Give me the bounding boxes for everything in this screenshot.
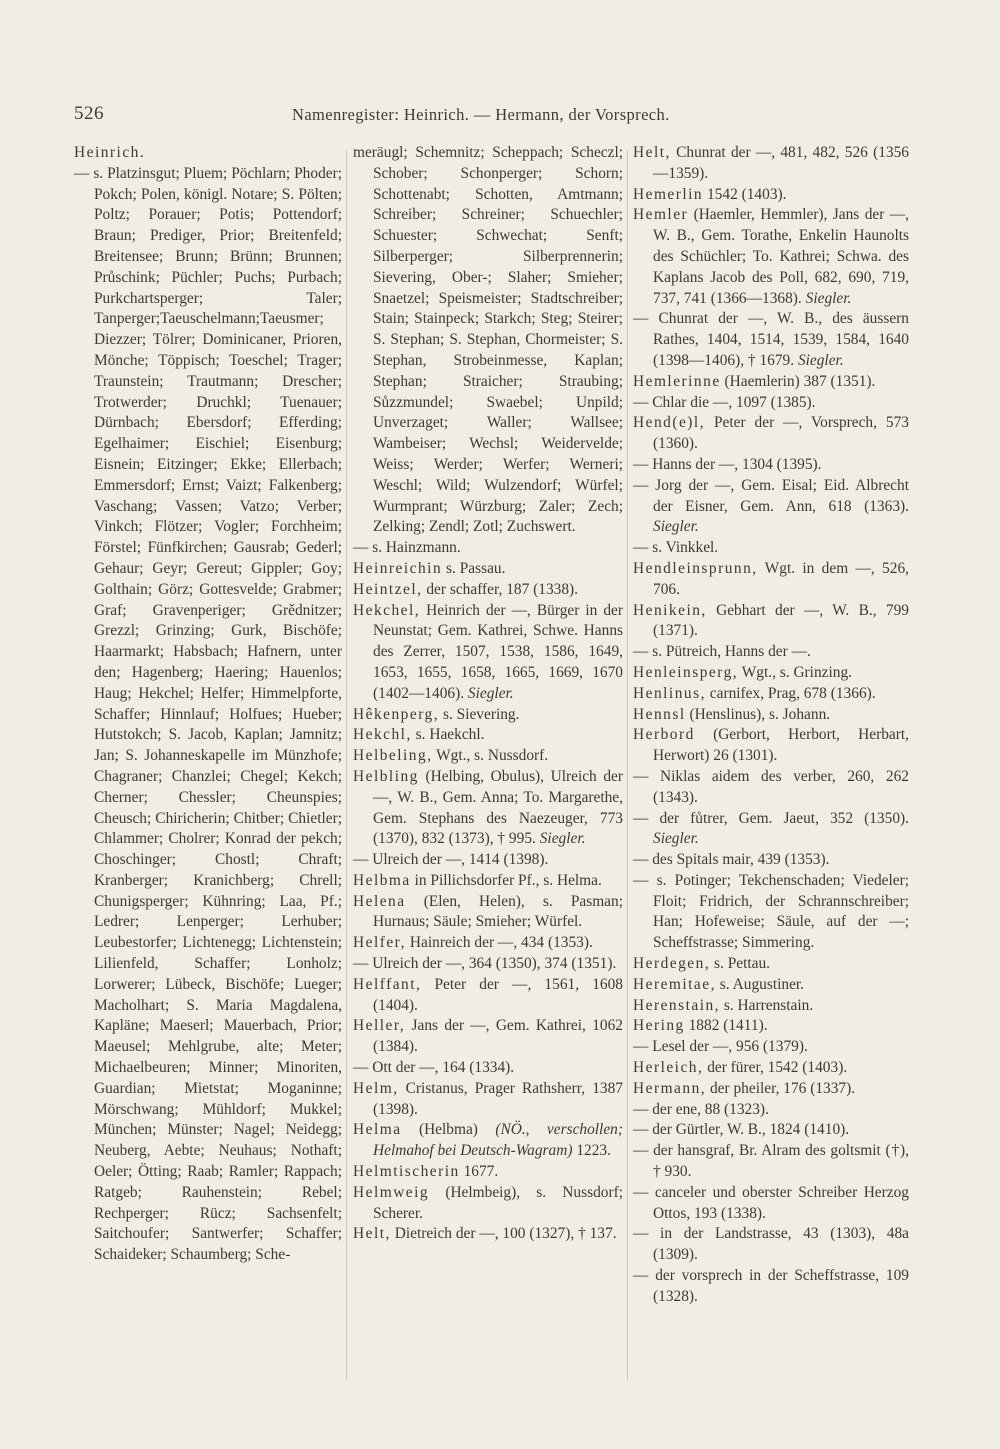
entry-text: (Haemlerin) 387 (1351). — [724, 372, 876, 390]
entry-headword: Helfer, — [353, 934, 407, 952]
entry-headword: Herenstain, — [633, 996, 721, 1014]
index-entry — [633, 143, 909, 185]
index-entry — [633, 663, 909, 684]
entry-headword: Helt, — [633, 144, 671, 161]
entry-headword: Hennsl — [633, 705, 686, 723]
index-entry — [353, 767, 623, 850]
index-entry — [633, 975, 909, 996]
entry-italic-note: Siegler. — [653, 518, 699, 536]
index-entry — [633, 954, 909, 975]
index-entry — [353, 559, 623, 580]
index-entry — [353, 892, 623, 934]
entry-headword: Heremitae, — [633, 975, 716, 993]
index-entry — [633, 476, 909, 538]
entry-headword: Hemler — [633, 206, 689, 224]
entry-text: Hainreich der —, 434 (1353). — [409, 934, 593, 952]
index-entry — [353, 601, 623, 705]
entry-headword: Helm, — [353, 1079, 399, 1097]
entry-text: (Gerbort, Herbort, Herbart, Herwort) 26 (1301). — [653, 726, 909, 765]
index-entry — [633, 559, 909, 601]
entry-headword: Helt, — [353, 1225, 391, 1243]
entry-text: — Hanns der —, 1304 (1395). — [633, 455, 822, 473]
index-entry — [633, 1224, 909, 1266]
page-header — [0, 103, 1000, 133]
entry-text: Dietreich der —, 100 (1327), † 137. — [394, 1225, 617, 1243]
entry-text: — s. Vinkkel. — [633, 539, 719, 557]
entry-text: s. Passau. — [446, 559, 506, 577]
entry-text: der fürer, 1542 (1403). — [707, 1059, 848, 1077]
index-entry — [633, 455, 909, 476]
index-entry — [633, 413, 909, 455]
entry-text: — der vorsprech in der Scheffstrasse, 109 (1328). — [633, 1267, 909, 1305]
entry-text: Wgt., s. Nussdorf. — [436, 747, 549, 765]
entry-text: — der fůtrer, Gem. Jaeut, 352 (1350). — [633, 809, 909, 827]
entry-text: meräugl; Schemnitz; Scheppach; Scheczl; Schober; Schonperger; Schorn; Schottenabt; Schotten, Amtmann; Schreiber; Schreiner; Schuechler; Schuester; Schwechat; Senft; Silberperger; Silberprennerin; Sievering, Ober-; Slaher; Smieher; Snaetzel; Speismeister; Stadtschreiber; Stain; Stainpeck; Starkch; Steg; Steirer; S. Stephan; S. Stephan, Chormeister; S. Stephan, Strobeinmesse, Kaplan; Stephan; Straicher; Straubing; Sůzzmundel; Swaebel; Unpild; Unverzaget; Waller; Wallsee; Wambeiser; Wechsl; Weidervelde; Weiss; Werder; Werfer; Werneri; Weschl; Wild; Wulzendorf; Würfel; Wurmprant; Würzburg; Zaler; Zech; Zelking; Zendl; Zotl; Zuchswert. — [353, 144, 623, 536]
entry-text: — Chunrat der —, W. B., des äussern Rathes, 1404, 1514, 1539, 1584, 1640 (1398—1406), † 1679. — [633, 310, 909, 369]
index-entry — [633, 205, 909, 309]
entry-headword: Helmweig — [353, 1183, 430, 1201]
entry-italic-note: Siegler. — [467, 684, 514, 702]
entry-italic-note: (NÖ., verschollen; Helmahof bei Deutsch-Wagram) — [373, 1121, 623, 1160]
entry-italic-note: Siegler. — [805, 289, 852, 307]
index-entry — [74, 143, 342, 164]
entry-text: (Henslinus), s. Johann. — [689, 705, 831, 723]
entry-text: — Ott der —, 164 (1334). — [353, 1059, 515, 1077]
index-entry — [633, 996, 909, 1017]
entry-text: — s. Potinger; Tekchenschaden; Viedeler; Floit; Fridrich, der Schrannschreiber; Han; Hofeweise; Säule, auf der —; Scheffstrasse; Simmering. — [633, 871, 909, 952]
index-entry — [633, 725, 909, 767]
entry-headword: Helbma — [353, 871, 411, 889]
index-entry — [633, 684, 909, 705]
entry-text: — Lesel der —, 956 (1379). — [633, 1038, 808, 1056]
index-entry — [633, 642, 909, 663]
index-entry — [353, 1016, 623, 1058]
entry-headword: Heinreichin — [353, 559, 443, 577]
index-entry — [633, 809, 909, 851]
index-entry — [353, 580, 623, 601]
column-divider — [627, 150, 628, 1380]
entry-italic-note: Siegler. — [653, 830, 699, 848]
entry-text: (Helbma) — [418, 1121, 478, 1139]
entry-headword: Hendleinsprunn, — [633, 559, 758, 577]
entry-text: Wgt. in dem —, 526, 706. — [653, 559, 909, 598]
index-entry — [353, 1183, 623, 1225]
entry-text: s. Augustiner. — [719, 975, 805, 993]
entry-text: 1542 (1403). — [706, 185, 787, 203]
index-entry — [633, 767, 909, 809]
index-entry — [633, 1141, 909, 1183]
index-entry — [633, 393, 909, 414]
entry-text: — der hansgraf, Br. Alram des goltsmit (†), † 930. — [633, 1142, 909, 1181]
index-entry — [633, 601, 909, 643]
index-entry — [353, 954, 623, 975]
entry-text: — Chlar die —, 1097 (1385). — [633, 393, 816, 411]
entry-text: Cristanus, Prager Rathsherr, 1387 (1398). — [373, 1079, 623, 1118]
entry-text: carnifex, Prag, 678 (1366). — [709, 684, 876, 702]
entry-headword: Heller, — [353, 1017, 406, 1035]
index-entry — [633, 538, 909, 559]
index-entry — [353, 871, 623, 892]
entry-headword: Hemerlin — [633, 185, 704, 203]
index-column-left — [74, 143, 342, 1266]
index-entry — [633, 1183, 909, 1225]
index-column-right — [633, 143, 909, 1308]
entry-headword: Henikein, — [633, 601, 707, 619]
entry-headword: Helbling — [353, 767, 419, 785]
index-entry — [353, 538, 623, 559]
entry-text: s. Haekchl. — [415, 726, 485, 744]
index-entry — [353, 1224, 623, 1245]
index-entry — [353, 143, 623, 538]
index-entry — [633, 705, 909, 726]
entry-text: 1677. — [463, 1163, 499, 1181]
entry-headword: Hemlerinne — [633, 372, 721, 390]
entry-text: — Jorg der —, Gem. Eisal; Eid. Albrecht der Eisner, Gem. Ann, 618 (1363). — [633, 476, 909, 515]
index-entry — [353, 933, 623, 954]
index-entry — [633, 372, 909, 393]
entry-headword: Helmtischerin — [353, 1163, 460, 1181]
index-entry — [633, 1266, 909, 1308]
entry-text: Gebhart der —, W. B., 799 (1371). — [653, 601, 909, 640]
entry-text: s. Sievering. — [442, 705, 520, 723]
index-entry — [353, 725, 623, 746]
entry-text: (Helbing, Obulus), Ulreich der —, W. B., Gem. Anna; To. Margarethe, Gem. Stephans des Naezeuger, 773 (1370), 832 (1373), † 995. — [373, 767, 623, 848]
entry-headword: Helffant, — [353, 975, 422, 993]
entry-text: s. Pettau. — [714, 955, 771, 973]
entry-text: — Ulreich der —, 1414 (1398). — [353, 851, 549, 869]
entry-text: der pheiler, 176 (1337). — [709, 1079, 856, 1097]
entry-text: — s. Hainzmann. — [353, 539, 461, 557]
entry-italic-note: Siegler. — [797, 351, 844, 369]
entry-headword: Henleinsperg, — [633, 663, 739, 681]
index-entry — [353, 746, 623, 767]
entry-headword: Helbeling, — [353, 747, 433, 765]
index-entry — [353, 975, 623, 1017]
entry-text: — s. Pütreich, Hanns der —. — [633, 643, 811, 661]
index-entry — [353, 705, 623, 726]
entry-headword: Hermann, — [633, 1079, 707, 1097]
entry-text: — s. Platzinsgut; Pluem; Pöchlarn; Phoder; Pokch; Polen, königl. Notare; S. Pölten; Poltz; Porauer; Potis; Pottendorf; Braun; Prediger, Prior; Breitenfeld; Breitensee; Brunn; Brünn; Brunnen; Průschink; Püchler; Puchs; Purbach; Purkchartsperger; Taler; Tanperger;Taeuschelmann;Taeusmer; Diezzer; Tölrer; Dominicaner, Prioren, Mönche; Töppisch; Toeschel; Trager; Traunstein; Trautmann; Drescher; Trotwerder; Druchkl; Tuenauer; Dürnbach; Ebersdorf; Efferding; Egelhaimer; Eischiel; Eisenburg; Eisnein; Eitzinger; Ekke; Ellerbach; Emmersdorf; Ernst; Vaizt; Falkenberg; Vaschang; Vassen; Vatzo; Verber; Vinkch; Flötzer; Vogler; Forchheim; Förstel; Fünfkirchen; Gausrab; Gederl; Gehaur; Geyr; Gereut; Gippler; Goy; Golthain; Görz; Gottesvelde; Grabmer; Graf; Gravenperiger; Grědnitzer; Grezzl; Grinzing; Gurk, Bischöfe; Haarmarkt; Habsbach; Hafnern, unter den; Hagenberg; Haering; Hauenlos; Haug; Hekchel; Helfer; Himmelpforte, Schaffer; Hinnlauf; Holfues; Hueber; Hutstokch; S. Jacob, Kaplan; Jamnitz; Jan; S. Johanneskapelle im Münzhofe; Chagraner; Chanzlei; Chegel; Kekch; Cherner; Chessler; Cheunspies; Cheusch; Chiricherin; Chitber; Chietler; Chlammer; Cholrer; Konrad der pekch; Choschinger; Chostl; Chraft; Kranberger; Kranichberg; Chrell; Chunigsperger; Kühnring; Laa, Pf.; Ledrer; Lenperger; Lerhuber; Leubestorfer; Lichtenegg; Lichtenstein; Lilienfeld, Schaffer; Lonholz; Lorwerer; Lübeck, Bischöfe; Lueger; Macholhart; S. Maria Magdalena, Kapläne; Maeserl; Mauerbach, Prior; Maeusel; Mehlgrube, alte; Meter; Michaelbeuren; Minner; Minoriten, Guardian; Mietstat; Moganinne; Mörschwang; Mühldorf; Mukkel; München; Münster; Nagel; Neidegg; Neuberg, Aebte; Neuhaus; Nothaft; Oeler; Ötting; Raab; Ramler; Rappach; Ratgeb; Rauhenstein; Rebel; Rechperger; Rücz; Sachsenfelt; Saitchoufer; Santwerfer; Schaffer; Schaideker; Schaumberg; Sche- — [74, 164, 342, 1264]
index-entry — [633, 871, 909, 954]
entry-text: — canceler und oberster Schreiber Herzog Ottos, 193 (1338). — [633, 1183, 909, 1222]
index-entry — [633, 185, 909, 206]
entry-text: — Niklas aidem des verber, 260, 262 (1343). — [633, 767, 909, 806]
entry-italic-note: Siegler. — [539, 830, 586, 848]
index-entry — [353, 850, 623, 871]
entry-text: 1882 (1411). — [688, 1017, 768, 1035]
index-entry — [633, 1037, 909, 1058]
entry-text: Jans der —, Gem. Kathrei, 1062 (1384). — [373, 1017, 623, 1056]
entry-headword: Hekchel, — [353, 601, 421, 619]
entry-text: Heinrich der —, Bürger in der Neunstat; Gem. Kathrei, Schwe. Hanns des Zerrer, 1507, 1538, 1586, 1649, 1653, 1655, 1658, 1665, 1669, 1670 (1402—1406). — [373, 601, 623, 702]
index-entry — [353, 1162, 623, 1183]
entry-headword: Heinrich. — [74, 144, 146, 161]
entry-text: der schaffer, 187 (1338). — [426, 580, 579, 598]
entry-text: s. Harrenstain. — [723, 996, 814, 1014]
running-title: Namenregister: Heinrich. — Hermann, der Vorsprech. — [292, 105, 670, 124]
index-entry — [633, 850, 909, 871]
entry-text: in Pillichsdorfer Pf., s. Helma. — [414, 871, 602, 889]
index-entry — [633, 1120, 909, 1141]
entry-text: Peter der —, 1561, 1608 (1404). — [373, 975, 623, 1014]
entry-headword: Herleich, — [633, 1059, 704, 1077]
index-entry — [74, 164, 342, 1266]
entry-text: — der ene, 88 (1323). — [633, 1100, 769, 1118]
entry-headword: Henlinus, — [633, 684, 706, 702]
entry-text: — Ulreich der —, 364 (1350), 374 (1351). — [353, 955, 617, 973]
entry-text: Peter der —, Vorsprech, 573 (1360). — [653, 414, 909, 453]
index-entry — [353, 1120, 623, 1162]
entry-headword: Hend(e)l, — [633, 414, 706, 432]
index-entry — [633, 309, 909, 371]
page-number: 526 — [74, 103, 104, 124]
index-entry — [633, 1016, 909, 1037]
entry-headword: Hêkenperg, — [353, 705, 440, 723]
index-entry — [353, 1058, 623, 1079]
entry-text: (Helmbeig), s. Nussdorf; Scherer. — [373, 1183, 623, 1222]
entry-headword: Hekchl, — [353, 726, 412, 744]
entry-text-tail: 1223. — [576, 1142, 611, 1160]
entry-headword: Herdegen, — [633, 955, 711, 973]
index-entry — [633, 1058, 909, 1079]
entry-text: — der Gürtler, W. B., 1824 (1410). — [633, 1121, 850, 1139]
column-divider — [346, 150, 347, 1380]
index-entry — [633, 1100, 909, 1121]
entry-text: (Haemler, Hemmler), Jans der —, W. B., Gem. Torathe, Enkelin Haunolts des Schüchler; To. Kathrei; Schwa. des Kaplans Jacob des Poll, 682, 690, 719, 737, 741 (1366—1368). — [653, 206, 909, 307]
entry-headword: Helma — [353, 1121, 402, 1139]
entry-headword: Heintzel, — [353, 580, 423, 598]
entry-text: (Elen, Helen), s. Pasman; Hurnaus; Säule; Smieher; Würfel. — [373, 892, 623, 931]
entry-headword: Hering — [633, 1017, 685, 1035]
index-column-middle — [353, 143, 623, 1245]
entry-text: Wgt., s. Grinzing. — [741, 663, 853, 681]
index-entry — [633, 1079, 909, 1100]
entry-headword: Helena — [353, 892, 406, 910]
index-entry — [353, 1079, 623, 1121]
entry-text: Chunrat der —, 481, 482, 526 (1356—1359). — [653, 144, 909, 182]
entry-text: — des Spitals mair, 439 (1353). — [633, 851, 830, 869]
entry-headword: Herbord — [633, 726, 695, 744]
entry-text: — in der Landstrasse, 43 (1303), 48a (1309). — [633, 1225, 909, 1264]
